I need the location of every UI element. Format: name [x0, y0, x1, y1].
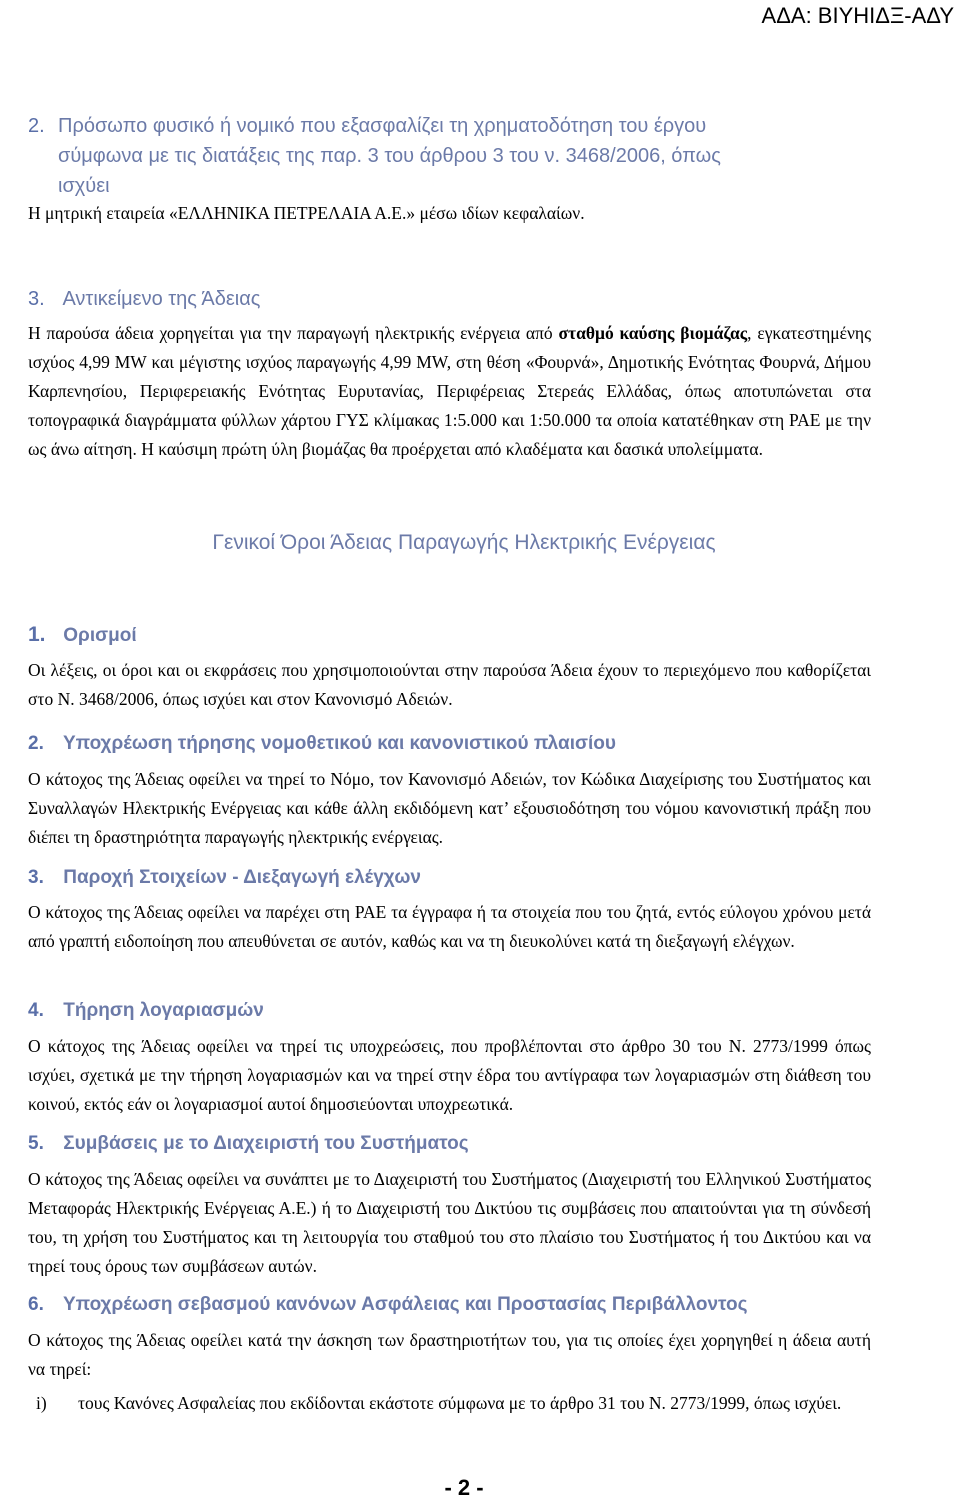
term-4-text: Ο κάτοχος της Άδειας οφείλει να τηρεί τις υποχρεώσεις, που προβλέπονται στο άρθρο 30 του Ν. 2773/1999 όπως ισχύει, σχετικά με την τήρηση λογαριασμών και να τηρεί στην έδρα του αντίγραφα των λογαριασμών στη διάθεση του κοινού, εκτός εάν οι λογαριασμοί αυτοί δημοσιεύονται υποχρεωτικά.	[28, 1036, 871, 1114]
section-3-title: Αντικείμενο της Άδειας	[62, 288, 261, 310]
term-3-number: 3.	[28, 867, 44, 888]
term-3-title: Παροχή Στοιχείων - Διεξαγωγή ελέγχων	[63, 867, 421, 888]
term-1-text: Οι λέξεις, οι όροι και οι εκφράσεις που χρησιμοποιούνται στην παρούσα Άδεια έχουν το περιεχόμενο που καθορίζεται στο Ν. 3468/2006, όπως ισχύει και στον Κανονισμό Αδειών.	[28, 660, 871, 709]
section-2-number: 2.	[28, 115, 45, 137]
section-3-number: 3.	[28, 288, 45, 310]
section-3-text-bold: σταθμό καύσης βιομάζας	[558, 323, 748, 343]
section-2-title-line2: σύμφωνα με τις διατάξεις της παρ. 3 του άρθρου 3 του ν. 3468/2006, όπως	[58, 145, 721, 167]
term-5-number: 5.	[28, 1133, 44, 1154]
term-4-heading	[28, 996, 871, 1026]
term-6-number: 6.	[28, 1294, 44, 1315]
list-item-text: τους Κανόνες Ασφαλείας που εκδίδονται εκάστοτε σύμφωνα με το άρθρο 31 του Ν. 2773/1999, όπως ισχύει.	[78, 1393, 842, 1413]
page-number: - 2 -	[444, 1475, 484, 1500]
term-1-title: Ορισμοί	[63, 625, 137, 646]
term-2-heading	[28, 729, 871, 759]
general-terms-title: Γενικοί Όροι Άδειας Παραγωγής Ηλεκτρικής Ενέργειας	[212, 531, 716, 554]
ada-code: ΑΔΑ: ΒΙΥΗΙΔΞ-ΑΔΥ	[761, 3, 954, 28]
section-2-title-line3: ισχύει	[58, 175, 110, 197]
section-3-text-after: , εγκατεστημένης ισχύος 4,99 MW και μέγιστης ισχύος παραγωγής 4,99 MW, στη θέση «Φουρνά», Δημοτικής Ενότητας Φουρνά, Δήμου Καρπενησίου, Περιφερειακής Ενότητας Ευρυτανίας, Περιφέρειας Στερεάς Ελλάδας, όπως αποτυπώνεται στα τοπογραφικά διαγράμματα φύλλων χάρτου ΓΥΣ κλίμακας 1:5.000 και 1:50.000 τα οποία κατατέθηκαν στη ΡΑΕ με την ως άνω αίτηση. Η καύσιμη πρώτη ύλη βιομάζας θα προέρχεται από κλαδέματα και δασικά υπολείμματα.	[28, 323, 871, 459]
term-4-number: 4.	[28, 1000, 44, 1021]
section-3-text	[28, 319, 871, 464]
term-3-heading	[28, 863, 871, 893]
term-2-title: Υποχρέωση τήρησης νομοθετικού και κανονιστικού πλαισίου	[62, 733, 616, 754]
list-item-marker: i)	[36, 1393, 47, 1413]
section-2-text: Η μητρική εταιρεία «ΕΛΛΗΝΙΚΑ ΠΕΤΡΕΛΑΙΑ Α.Ε.» μέσω ιδίων κεφαλαίων.	[28, 203, 585, 223]
term-6-text: Ο κάτοχος της Άδειας οφείλει κατά την άσκηση των δραστηριοτήτων του, για τις οποίες έχει χορηγηθεί η άδεια αυτή να τηρεί:	[28, 1330, 871, 1379]
term-1-heading	[28, 620, 871, 651]
term-2-text: Ο κάτοχος της Άδειας οφείλει να τηρεί το Νόμο, τον Κανονισμό Αδειών, τον Κώδικα Διαχείρισης του Συστήματος και Συναλλαγών Ηλεκτρικής Ενέργειας και κάθε άλλη εκδιδόμενη κατ’ εξουσιοδότηση του νόμου κανονιστική πράξη που διέπει τη δραστηριότητα παραγωγής ηλεκτρικής ενέργειας.	[28, 769, 871, 847]
term-5-heading	[28, 1129, 871, 1159]
section-2-heading	[28, 111, 871, 201]
term-2-number: 2.	[28, 733, 44, 754]
term-6-heading	[28, 1290, 871, 1320]
term-6-title: Υποχρέωση σεβασμού κανόνων Ασφάλειας και Προστασίας Περιβάλλοντος	[62, 1294, 748, 1315]
term-5-title: Συμβάσεις με το Διαχειριστή του Συστήματος	[63, 1133, 469, 1154]
section-3-text-before: Η παρούσα άδεια χορηγείται για την παραγωγή ηλεκτρικής ενέργεια από	[28, 323, 559, 343]
term-4-title: Τήρηση λογαριασμών	[63, 1000, 264, 1021]
term-3-text: Ο κάτοχος της Άδειας οφείλει να παρέχει στη ΡΑΕ τα έγγραφα ή τα στοιχεία που του ζητά, εντός εύλογου χρόνου μετά από γραπτή ειδοποίηση που απευθύνεται σε αυτόν, καθώς και να τη διευκολύνει κατά τη διεξαγωγή ελέγχων.	[28, 902, 871, 951]
section-2-title-line1: Πρόσωπο φυσικό ή νομικό που εξασφαλίζει τη χρηματοδότηση του έργου	[58, 115, 707, 137]
section-3-heading	[28, 284, 871, 314]
term-5-text: Ο κάτοχος της Άδειας οφείλει να συνάπτει με το Διαχειριστή του Συστήματος (Διαχειριστή του Ελληνικού Συστήματος Μεταφοράς Ηλεκτρικής Ενέργειας Α.Ε.) ή το Διαχειριστή του Δικτύου τις συμβάσεις που απαιτούνται για τη σύνδεσή του, τη χρήση του Συστήματος και τη λειτουργία του σταθμού του στο πλαίσιο του Συστήματος ή του Δικτύου και να τηρεί τους όρους των συμβάσεων αυτών.	[28, 1169, 871, 1276]
term-1-number: 1.	[28, 623, 46, 646]
